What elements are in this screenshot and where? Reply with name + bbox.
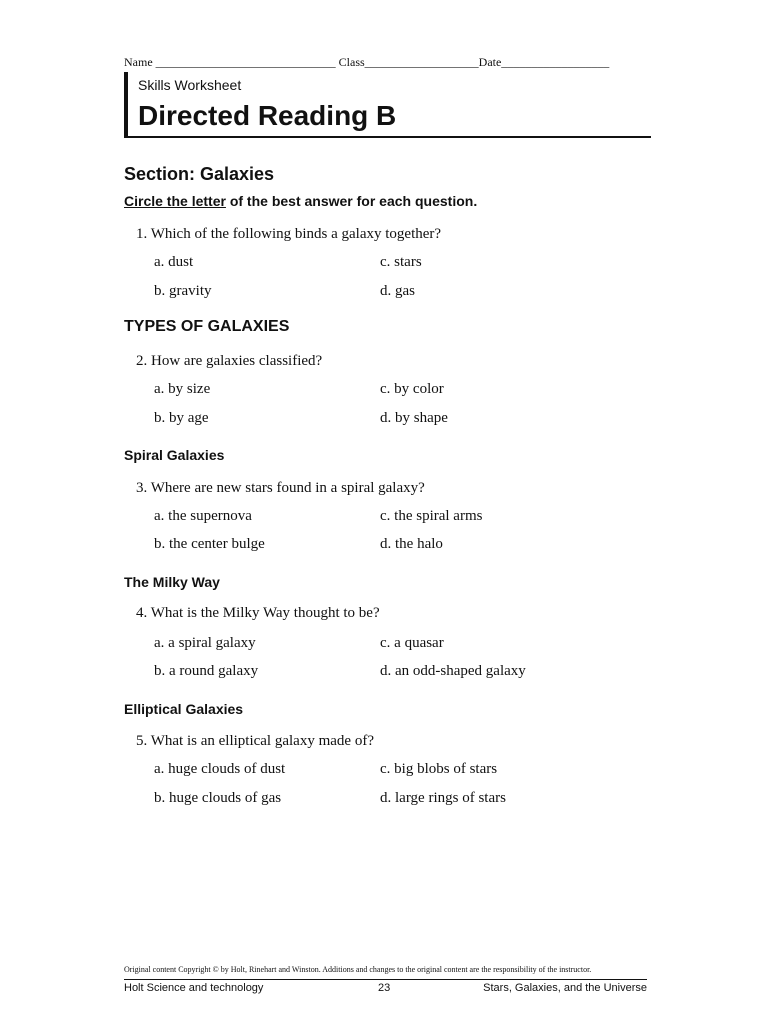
question-1: 1. Which of the following binds a galaxy together? [136,226,442,242]
question-2: 2. How are galaxies classified? [136,353,323,369]
footer-publisher: Holt Science and technology [124,982,264,994]
question-5-option-d: d. large rings of stars [380,790,506,806]
question-1-option-d: d. gas [380,283,415,299]
question-5-option-a: a. huge clouds of dust [154,761,286,777]
question-4-option-a: a. a spiral galaxy [154,635,256,651]
question-5-option-b: b. huge clouds of gas [154,790,282,806]
footer-divider [124,979,647,980]
question-1-option-a: a. dust [154,254,194,270]
question-3: 3. Where are new stars found in a spiral galaxy? [136,480,425,496]
footer-book-title: Stars, Galaxies, and the Universe [483,982,647,994]
question-2-option-d: d. by shape [380,410,448,426]
question-5: 5. What is an elliptical galaxy made of? [136,733,374,749]
heading-milky-way: The Milky Way [124,574,220,590]
heading-spiral-galaxies: Spiral Galaxies [124,447,225,463]
question-3-option-b: b. the center bulge [154,536,265,552]
question-2-option-b: b. by age [154,410,209,426]
page-title: Directed Reading B [138,100,397,131]
question-4-option-d: d. an odd-shaped galaxy [380,663,526,679]
heading-types-of-galaxies: TYPES OF GALAXIES [124,318,290,335]
question-4-option-b: b. a round galaxy [154,663,259,679]
question-2-option-c: c. by color [380,381,444,397]
question-1-option-b: b. gravity [154,283,212,299]
heading-elliptical-galaxies: Elliptical Galaxies [124,701,244,717]
name-class-date-line: Name ______________________________ Class___________________Date__________________ [124,55,610,69]
question-4-option-c: c. a quasar [380,635,444,651]
page-number: 23 [378,982,391,994]
question-4: 4. What is the Milky Way thought to be? [136,605,380,621]
copyright-notice: Original content Copyright © by Holt, Rinehart and Winston. Additions and changes to the original content are the responsibility of the instructor. [124,965,592,974]
question-3-option-c: c. the spiral arms [380,508,483,524]
question-3-option-a: a. the supernova [154,508,252,524]
worksheet-type: Skills Worksheet [138,77,242,93]
instructions-text: of the best answer for each question. [225,193,478,209]
instructions [124,193,477,209]
question-5-option-c: c. big blobs of stars [380,761,498,777]
title-block [124,72,651,138]
question-2-option-a: a. by size [154,381,211,397]
question-1-option-c: c. stars [380,254,422,270]
section-title: Section: Galaxies [124,164,275,184]
instructions-emphasis: Circle the letter [124,193,226,209]
question-3-option-d: d. the halo [380,536,443,552]
